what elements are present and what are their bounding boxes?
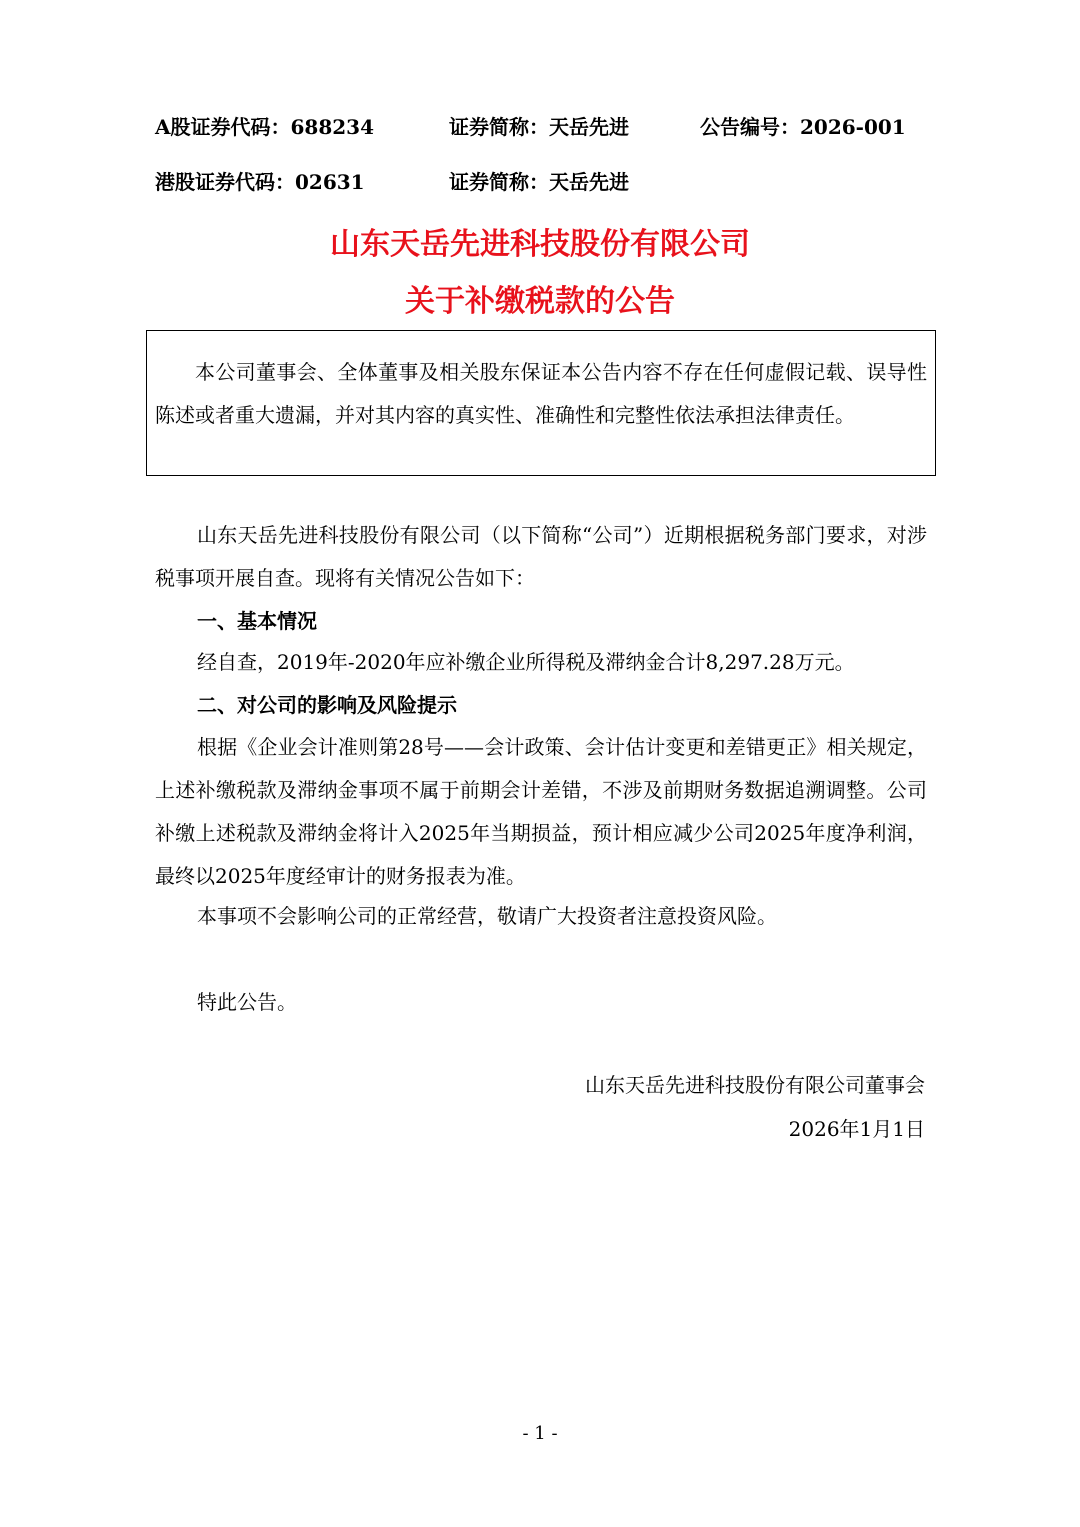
h-share-abbreviation: 证券简称：天岳先进: [449, 170, 629, 194]
h-share-code: 港股证券代码：02631: [155, 170, 365, 194]
section2-paragraph: 根据《企业会计准则第28号——会计政策、会计估计变更和差错更正》相关规定，上述补缴税款及滞纳金事项不属于前期会计差错，不涉及前期财务数据追溯调整。公司补缴上述税款及滞纳金将计入2025年当期损益，预计相应减少公司2025年度净利润，最终以2025年度经审计的财务报表为准。: [155, 735, 927, 888]
section1-heading: 一、基本情况: [197, 609, 317, 633]
intro-paragraph: 山东天岳先进科技股份有限公司（以下简称“公司”）近期根据税务部门要求，对涉税事项开展自查。现将有关情况公告如下：: [155, 523, 927, 590]
board-guarantee-box: [146, 330, 936, 476]
a-share-abbreviation: 证券简称：天岳先进: [449, 115, 629, 139]
title-subject: 关于补缴税款的公告: [405, 284, 675, 319]
closing-paragraph: 本事项不会影响公司的正常经营，敬请广大投资者注意投资风险。: [197, 904, 777, 928]
announcement-number: 公告编号：2026-001: [700, 115, 906, 139]
title-company: 山东天岳先进科技股份有限公司: [330, 227, 750, 262]
signature-date: 2026年1月1日: [788, 1117, 925, 1141]
signature-organization: 山东天岳先进科技股份有限公司董事会: [585, 1073, 925, 1097]
board-guarantee-text: 本公司董事会、全体董事及相关股东保证本公告内容不存在任何虚假记载、误导性陈述或者重大遗漏，并对其内容的真实性、准确性和完整性依法承担法律责任。: [155, 360, 927, 427]
special-notice: 特此公告。: [197, 990, 297, 1014]
section2-heading: 二、对公司的影响及风险提示: [197, 693, 457, 717]
a-share-code: A股证券代码：688234: [155, 115, 375, 139]
section1-paragraph: 经自查，2019年-2020年应补缴企业所得税及滞纳金合计8,297.28万元。: [197, 650, 855, 674]
page-number: - 1 -: [522, 1423, 558, 1444]
